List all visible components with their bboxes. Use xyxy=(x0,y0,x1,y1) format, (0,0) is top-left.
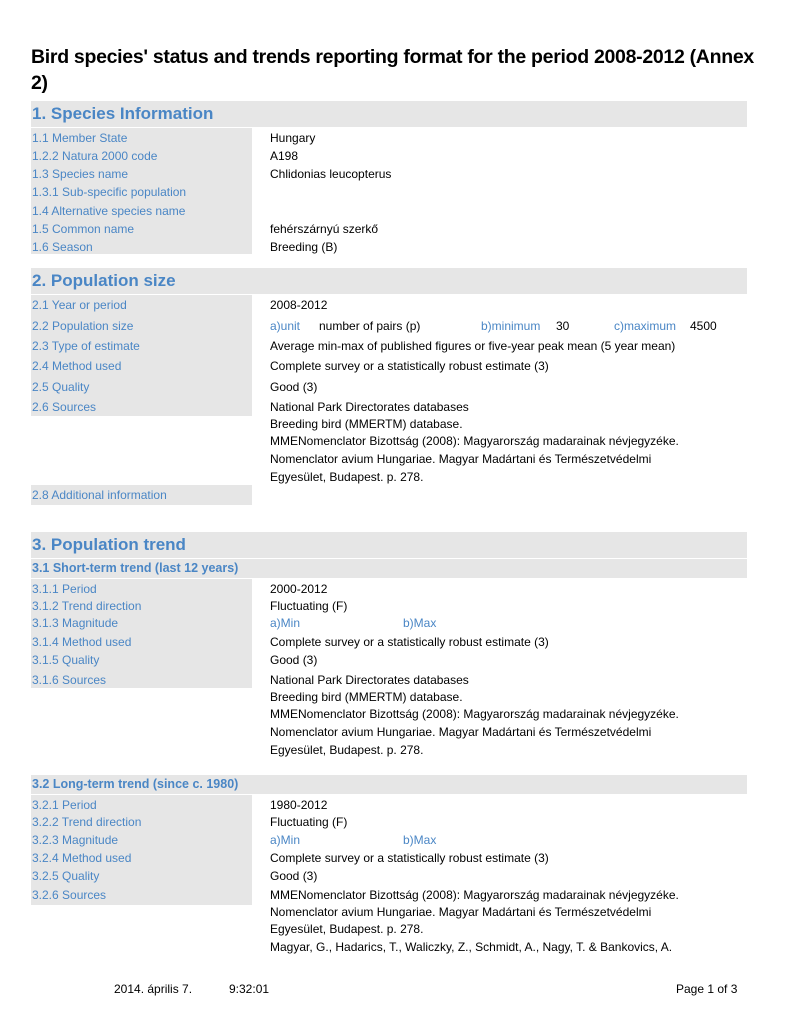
source-line: Egyesület, Budapest. p. 278. xyxy=(270,922,424,936)
sources-label: 2.6 Sources xyxy=(32,400,97,414)
long-magnitude-max-label: b)Max xyxy=(403,833,437,847)
long-trend-direction-label: 3.2.2 Trend direction xyxy=(32,815,142,829)
population-size-label: 2.2 Population size xyxy=(32,319,134,333)
source-line: Egyesület, Budapest. p. 278. xyxy=(270,743,424,757)
season-value: Breeding (B) xyxy=(270,240,338,254)
source-line: Nomenclator avium Hungariae. Magyar Madártani és Természetvédelmi xyxy=(270,452,652,466)
alternative-species-name-label: 1.4 Alternative species name xyxy=(32,204,186,218)
long-period-value: 1980-2012 xyxy=(270,798,328,812)
sub-specific-population-label: 1.3.1 Sub-specific population xyxy=(32,185,187,199)
source-line: Magyar, G., Hadarics, T., Waliczky, Z., Schmidt, A., Nagy, T. & Bankovics, A. xyxy=(270,940,673,954)
long-magnitude-label: 3.2.3 Magnitude xyxy=(32,833,119,847)
source-line: Nomenclator avium Hungariae. Magyar Madártani és Természetvédelmi xyxy=(270,905,652,919)
source-line: MMENomenclator Bizottság (2008): Magyarország madarainak névjegyzéke. xyxy=(270,707,679,721)
short-trend-direction-label: 3.1.2 Trend direction xyxy=(32,599,142,613)
short-term-heading: 3.1 Short-term trend (last 12 years) xyxy=(32,561,239,575)
common-name-value: fehérszárnyú szerkő xyxy=(270,222,379,236)
long-trend-direction-value: Fluctuating (F) xyxy=(270,815,348,829)
long-method-label: 3.2.4 Method used xyxy=(32,851,132,865)
source-line: Breeding bird (MMERTM) database. xyxy=(270,417,463,431)
short-sources-label: 3.1.6 Sources xyxy=(32,673,107,687)
footer-date: 2014. április 7. xyxy=(114,982,193,996)
short-quality-label: 3.1.5 Quality xyxy=(32,653,100,667)
short-quality-value: Good (3) xyxy=(270,653,318,667)
short-magnitude-max-label: b)Max xyxy=(403,616,437,630)
year-period-label: 2.1 Year or period xyxy=(32,298,127,312)
source-line: National Park Directorates databases xyxy=(270,673,469,687)
member-state-value: Hungary xyxy=(270,131,316,145)
source-line: Nomenclator avium Hungariae. Magyar Madártani és Természetvédelmi xyxy=(270,725,652,739)
long-quality-value: Good (3) xyxy=(270,869,318,883)
long-magnitude-min-label: a)Min xyxy=(270,833,301,847)
method-used-value: Complete survey or a statistically robust estimate (3) xyxy=(270,359,549,373)
maximum-value: 4500 xyxy=(690,319,717,333)
long-method-value: Complete survey or a statistically robust estimate (3) xyxy=(270,851,549,865)
long-sources-label: 3.2.6 Sources xyxy=(32,888,107,902)
unit-value: number of pairs (p) xyxy=(319,319,421,333)
source-line: MMENomenclator Bizottság (2008): Magyarország madarainak névjegyzéke. xyxy=(270,888,679,902)
long-period-label: 3.2.1 Period xyxy=(32,798,97,812)
section-1-heading: 1. Species Information xyxy=(32,104,214,123)
document-title: Bird species' status and trends reporting format for the period 2008-2012 (Annex 2) xyxy=(31,46,754,94)
quality-value: Good (3) xyxy=(270,380,318,394)
short-period-label: 3.1.1 Period xyxy=(32,582,97,596)
short-method-label: 3.1.4 Method used xyxy=(32,635,132,649)
member-state-label: 1.1 Member State xyxy=(32,131,128,145)
short-period-value: 2000-2012 xyxy=(270,582,328,596)
short-magnitude-min-label: a)Min xyxy=(270,616,301,630)
species-name-label: 1.3 Species name xyxy=(32,167,129,181)
common-name-label: 1.5 Common name xyxy=(32,222,135,236)
unit-label: a)unit xyxy=(270,319,301,333)
method-used-label: 2.4 Method used xyxy=(32,359,122,373)
section-2-label-column xyxy=(31,295,252,416)
section-3-heading: 3. Population trend xyxy=(32,535,186,554)
short-trend-direction-value: Fluctuating (F) xyxy=(270,599,348,613)
species-name-value: Chlidonias leucopterus xyxy=(270,167,392,181)
footer-time: 9:32:01 xyxy=(229,982,270,996)
minimum-value: 30 xyxy=(556,319,570,333)
additional-info-label: 2.8 Additional information xyxy=(32,488,167,502)
type-of-estimate-label: 2.3 Type of estimate xyxy=(32,339,140,353)
maximum-label: c)maximum xyxy=(614,319,676,333)
year-period-value: 2008-2012 xyxy=(270,298,328,312)
source-line: National Park Directorates databases xyxy=(270,400,469,414)
section-2-heading: 2. Population size xyxy=(32,271,176,290)
type-of-estimate-value: Average min-max of published figures or five-year peak mean (5 year mean) xyxy=(270,339,676,353)
source-line: MMENomenclator Bizottság (2008): Magyarország madarainak névjegyzéke. xyxy=(270,434,679,448)
source-line: Egyesület, Budapest. p. 278. xyxy=(270,470,424,484)
long-quality-label: 3.2.5 Quality xyxy=(32,869,100,883)
natura-code-label: 1.2.2 Natura 2000 code xyxy=(32,149,158,163)
minimum-label: b)minimum xyxy=(481,319,541,333)
quality-label: 2.5 Quality xyxy=(32,380,90,394)
source-line: Breeding bird (MMERTM) database. xyxy=(270,690,463,704)
natura-code-value: A198 xyxy=(270,149,299,163)
page-number: Page 1 of 3 xyxy=(676,982,738,996)
season-label: 1.6 Season xyxy=(32,240,93,254)
short-magnitude-label: 3.1.3 Magnitude xyxy=(32,616,119,630)
short-method-value: Complete survey or a statistically robust estimate (3) xyxy=(270,635,549,649)
long-term-heading: 3.2 Long-term trend (since c. 1980) xyxy=(32,777,239,791)
